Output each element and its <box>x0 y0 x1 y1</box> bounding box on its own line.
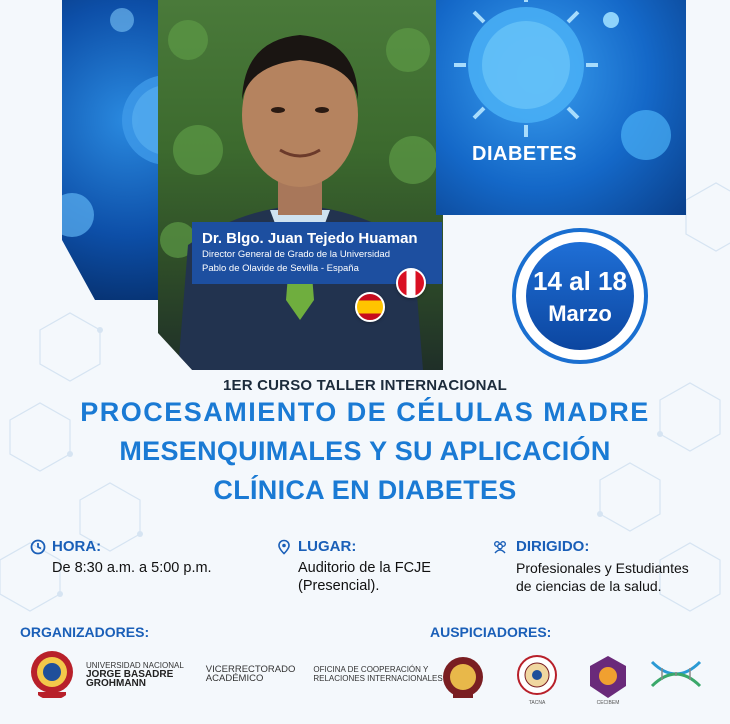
hora-section <box>30 538 212 577</box>
univ-line1: UNIVERSIDAD NACIONAL <box>86 660 184 670</box>
date-badge <box>512 228 648 364</box>
lugar-value-line2: (Presencial). <box>298 578 380 594</box>
sponsor-logo-2 <box>514 654 560 706</box>
sponsor-3-emblem <box>588 654 628 700</box>
date-badge-inner <box>526 242 634 350</box>
dirigido-value-line2: de ciencias de la salud. <box>516 578 662 594</box>
sponsor-logo-3 <box>588 654 628 706</box>
speaker-name: Dr. Blgo. Juan Tejedo Huaman <box>202 230 418 247</box>
clock-icon <box>30 539 46 555</box>
speaker-role-line2: Pablo de Olavide de Sevilla - España <box>202 263 359 274</box>
vice-line2: ACADÉMICO <box>205 673 264 684</box>
peru-flag-icon <box>396 268 426 298</box>
vice-line1: VICERRECTORADO <box>205 664 296 675</box>
organizers-logos <box>28 648 443 700</box>
right-virus-panel <box>436 0 686 215</box>
sponsor-3-label: CECIBEM <box>596 700 620 706</box>
lugar-value-line1: Auditorio de la FCJE <box>298 560 431 576</box>
sponsor-1-emblem <box>440 654 486 700</box>
lugar-section <box>276 538 431 595</box>
dirigido-value-line1: Profesionales y Estudiantes <box>516 560 689 576</box>
speaker-role-line1: Director General de Grado de la Universidad <box>202 249 390 260</box>
virus-cell-illustration <box>436 0 686 215</box>
dna-helix-icon <box>648 654 704 694</box>
univ-name <box>86 661 184 688</box>
group-people-icon <box>490 539 510 555</box>
diabetes-label: DIABETES <box>472 143 578 165</box>
office-line2: RELACIONES INTERNACIONALES <box>313 674 443 683</box>
office-text <box>313 665 442 683</box>
date-month: Marzo <box>548 300 612 326</box>
univ-line3: GROHMANN <box>86 677 146 689</box>
course-subtitle: 1ER CURSO TALLER INTERNACIONAL <box>222 377 508 394</box>
sponsor-2-label: TACNA <box>528 700 546 706</box>
sponsor-2-seal <box>514 654 560 700</box>
vicerrectorado-text <box>206 665 296 683</box>
dirigido-section <box>490 538 689 595</box>
spain-flag-icon <box>355 292 385 322</box>
hora-value: De 8:30 a.m. a 5:00 p.m. <box>52 560 212 576</box>
dirigido-label: DIRIGIDO: <box>516 538 590 555</box>
sponsor-logo-4 <box>648 654 704 694</box>
office-line1: OFICINA DE COOPERACIÓN Y <box>313 665 429 674</box>
location-pin-icon <box>276 539 292 555</box>
course-title-line1: PROCESAMIENTO DE CÉLULAS MADRE <box>80 397 650 427</box>
virus-illustration <box>62 0 172 300</box>
course-title-line2: MESENQUIMALES Y SU APLICACIÓN <box>119 436 611 466</box>
organizers-label: ORGANIZADORES: <box>20 624 150 640</box>
lugar-label: LUGAR: <box>298 538 357 555</box>
date-days: 14 al 18 <box>533 265 627 296</box>
course-title-line3: CLÍNICA EN DIABETES <box>213 475 517 505</box>
sponsor-logo-1 <box>440 654 486 700</box>
sponsors-label: AUSPICIADORES: <box>430 624 552 640</box>
hora-label: HORA: <box>52 538 102 555</box>
left-virus-panel <box>62 0 172 300</box>
unjbg-shield-logo <box>28 648 76 700</box>
speaker-photo <box>158 0 443 370</box>
univ-line2: JORGE BASADRE <box>86 668 174 680</box>
speaker-portrait <box>158 0 443 370</box>
